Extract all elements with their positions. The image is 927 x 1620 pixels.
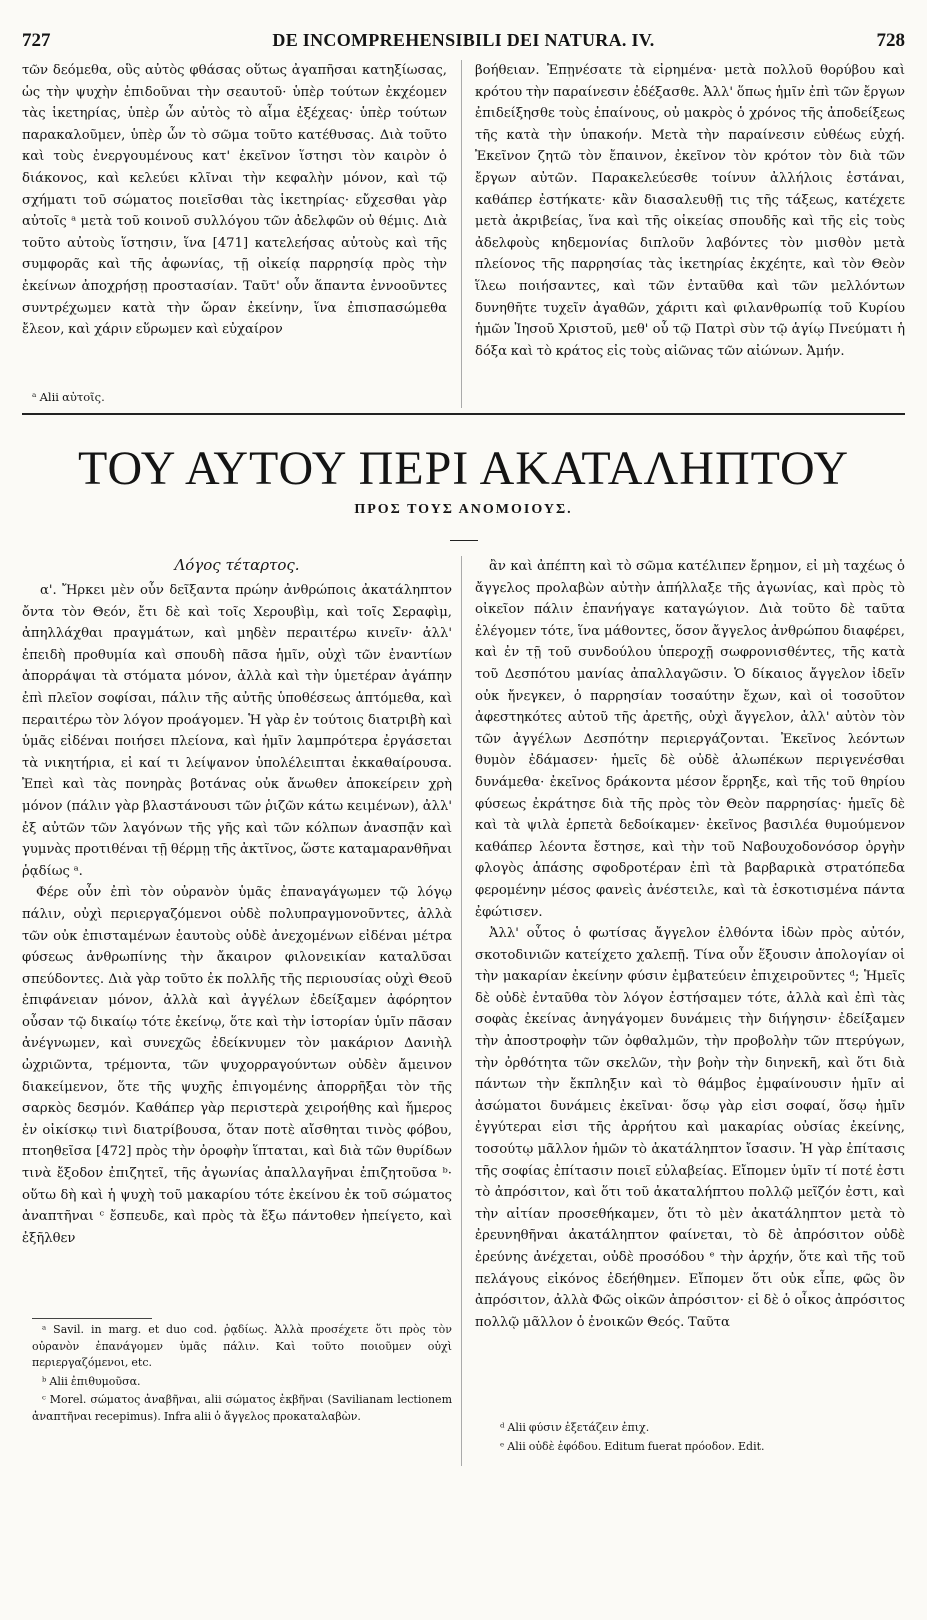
column-divider-top	[461, 60, 462, 408]
top-left-footnote: ᵃ Alii αὐτοῖς.	[32, 390, 105, 404]
main-right-paragraph: Ἀλλ' οὗτος ὁ φωτίσας ἄγγελον ἐλθόντα ἰδὼν πρὸς αὐτόν, σκοτοδινιῶν κατείχετο χαλεπῇ. Τίνα οὖν ἕξουσιν ἀπολογίαν οἱ τὴν μακαρίαν ἐκείνην φύσιν ἐμβατεύειν ἐπιχειροῦντες ᵈ; Ἡμεῖς δὲ οὐδὲ ἐνταῦθα τὸν λόγον ἐστήσαμεν τότε, ἀλλὰ καὶ ἐπὶ τὰς σοφὰς ἐκείνας ἀνηγάγομεν δυνάμεις τὴν διήγησιν· ἐδείξαμεν τὴν ἀποστροφὴν τῶν ὀφθαλμῶν, τὴν προβολὴν τῶν πτερύγων, τὴν ὀρθότητα τῶν σκελῶν, τὴν βοὴν τὴν διηνεκῆ, καὶ ὅτι διὰ πάντων τὴν ἔκπληξιν καὶ τὸ θάμβος ἐμφαίνουσιν ἡμῖν αἱ ἀσώματοι δυνάμεις ἐκεῖναι· ὅσῳ γὰρ εἰσι σοφαί, ὅσῳ ἡμῖν ἐγγύτεραι εἰσι τῆς ἀρρήτου καὶ μακαρίας οὐσίας ἐκείνης, τοσούτῳ μᾶλλον ἡμῶν τὸ ἀκατάληπτον ἴσασιν. Ἡ γὰρ ἐπίτασις τῆς σοφίας ἐπίτασιν ποιεῖ εὐλαβείας. Εἴπομεν ὑμῖν τί ποτέ ἐστι τὸ ἀπρόσιτον, καὶ ὅτι τοῦ ἀκαταλήπτου πολλῷ μεῖζόν ἐστι, καὶ τὴν αἰτίαν προσεθήκαμεν, ὅτι τὸ μὲν ἀκατάληπτον μετὰ τὸ ἐρευνηθῆναι ἀκατάληπτον φαίνεται, τὸ δὲ ἀπρόσιτον οὐδὲ ἐρεύνης ἀνέχεται, οὐδὲ προσόδου ᵉ τὴν ἀρχήν, ὅτε καὶ τῆς τοῦ πελάγους εἰκόνος ἐδεήθημεν. Εἴπομεν ὅτι οὐκ εἶπε, φῶς ὂν ἀπρόσιτον, ἀλλὰ Φῶς οἰκῶν ἀπρόσιτον· εἰ δὲ ὁ οἶκος ἀπρόσιτος πολλῷ μᾶλλον ὁ ἐνοικῶν Θεός. Ταῦτα	[475, 926, 905, 1330]
column-divider-main	[461, 556, 462, 1466]
main-right-column	[475, 556, 905, 1616]
footnote: ᵈ Alii φύσιν ἐξετάζειν ἐπιχ.	[500, 1421, 650, 1434]
top-left-paragraph: τῶν δεόμεθα, οὓς αὐτὸς φθάσας οὕτως ἀγαπῆσαι κατηξίωσας, ὡς τὴν ψυχὴν ἐπιδοῦναι τὴν σεαυτοῦ· ὑπὲρ τούτων ἐκχέομεν τὰς ἱκετηρίας, ὑπὲρ ὧν αὐτὸς τὸ αἷμα ἐξέχεας· ὑπὲρ τούτων παρακαλοῦμεν, ὑπὲρ ὧν τὸ σῶμα τοῦτο κατέθυσας. Διὰ τοῦτο καὶ τοὺς ἐνεργουμένους κατ' ἐκεῖνον ἵστησι τὸν καιρὸν ὁ διάκονος, καὶ κελεύει κλῖναι τὴν κεφαλὴν μόνον, καὶ τῷ σχήματι τοῦ σώματος ποιεῖσθαι τὰς ἱκετηρίας· εὔχεσθαι γὰρ αὐτοῖς ᵃ μετὰ τοῦ κοινοῦ συλλόγου τῶν ἀδελφῶν οὐ θέμις. Διὰ τοῦτο αὐτοὺς ἵστησιν, ἵνα [471] κατελεήσας αὐτοὺς καὶ τῆς συμφορᾶς καὶ τῆς ἀφωνίας, τῇ οἰκείᾳ παρρησίᾳ πρὸς τὴν ἐκείνων ἀποχρήσῃ προστασίαν. Ταῦτ' οὖν ἅπαντα ἐννοοῦντες συντρέχωμεν κατὰ τὴν ὥραν ἐκείνην, ἵνα ἐπισπασώμεθα ἔλεον, καὶ χάριν εὕρωμεν καὶ εὐχαίρον	[22, 63, 447, 338]
main-left-paragraph: Φέρε οὖν ἐπὶ τὸν οὐρανὸν ὑμᾶς ἐπαναγάγωμεν τῷ λόγῳ πάλιν, οὐχὶ περιεργαζόμενοι οὐδὲ πολυπραγμονοῦντες, ἀλλὰ τῶν οὐκ ἐπισταμένων ἑαυτοὺς οὐδὲ ἀνεχομένων εἰδέναι μέτρα φύσεως ἀνθρωπίνης τὴν ἄκαιρον φιλονεικίαν καταλῦσαι σπεύδοντες. Διὰ γὰρ τοῦτο ἐκ πολλῆς τῆς περιουσίας οὐχὶ Θεοῦ ἐπιφάνειαν μόνον, ἀλλὰ καὶ ἀγγέλων ἐδείξαμεν ἀφόρητον οὖσαν τῷ δικαίῳ τότε ἐκείνῳ, ὅτε καὶ τὴν ἱστορίαν ὑμῖν πᾶσαν ἀνέγνωμεν, καὶ συνεχῶς ἐδείκνυμεν τὸν μακάριον Δανιὴλ ὠχριῶντα, τρέμοντα, τῶν ψυχορραγούντων οὐδὲν ἄμεινον διακείμενον, ὅτε τῆς ψυχῆς ἐπιγομένης ἀπορρῆξαι τὸν τῆς σαρκὸς δεσμόν. Καθάπερ γὰρ περιστερὰ χειροήθης καὶ ἥμερος ἐν οἰκίσκῳ τινὶ διατρίβουσα, ὅταν ποτὲ αἴσθηται τινὸς φόβου, πτοηθεῖσα [472] πρὸς τὴν ὀροφὴν ἵπταται, καὶ διὰ τῶν θυρίδων τινὰ ἔξοδον ἐπιζητεῖ, τῆς ἀγωνίας ἀπαλλαγῆναι ἐπιζητοῦσα ᵇ· οὕτω δὴ καὶ ἡ ψυχὴ τοῦ μακαρίου τότε ἐκείνου ἐκ τοῦ σώματος ἀναπτῆναι ᶜ ἔσπευδε, καὶ πρὸς τὰ ἔξω πάντοθεν ἠπείγετο, καὶ ἐξῆλθεν	[22, 885, 452, 1246]
top-right-column	[475, 60, 905, 408]
main-right-paragraph: ἂν καὶ ἀπέπτη καὶ τὸ σῶμα κατέλιπεν ἔρημον, εἰ μὴ ταχέως ὁ ἄγγελος προλαβὼν αὐτὴν ἀπήλλαξε τῆς ἀγωνίας, καὶ πρὸς τὸ οἰκεῖον πάλιν ἐπανήγαγε καταγώγιον. Διὰ τοῦτο δὲ ταῦτα ἐλέγομεν τότε, ἵνα μάθοντες, ὅσον ἄγγελος ἀνθρώπου διαφέρει, καὶ ἐν τῇ τοῦ συνδούλου ὑπεροχῇ σωφρονισθέντες, τῆς κατὰ τοῦ Δεσπότου μανίας ἀπαλλαγῶσιν. Ὁ δίκαιος ἄγγελον ἰδεῖν οὐκ ἤνεγκεν, ὁ παρρησίαν τοσαύτην ἔχων, καὶ οἱ τοσοῦτον ἀφεστηκότες αὐτοῦ τῆς ἀρετῆς, οὐχὶ ἄγγελον, ἀλλ' αὐτὸν τὸν τῶν ἀγγέλων Δεσπότην περιεργάζονται. Ἐκεῖνος λεόντων θυμὸν ἐδάμασεν· ἡμεῖς δὲ οὐδὲ ἀλωπέκων περιγενέσθαι δυνάμεθα· ἐκεῖνος δράκοντα μέσον ἔρρηξε, καὶ τῆς τοῦ θηρίου φύσεως ἐκράτησε διὰ τῆς πρὸς τὸν Θεὸν παρρησίας· ἡμεῖς δὲ καὶ τὰ ψιλὰ ἑρπετὰ δεδοίκαμεν· ἐκεῖνος βασιλέα θυμούμενον καθάπερ λέοντα ἔστησε, καὶ τὴν τοῦ Ναβουχοδονόσορ ὀργὴν φλογὸς ἁπάσης σφοδροτέραν ἐπὶ τὰ βαρβαρικὰ στρατόπεδα φερομένην μέσος φανεὶς ἀνέστειλε, καὶ τὰ ἐσκοτισμένα πάντα ἐφώτισεν.	[475, 559, 905, 920]
page-header	[22, 30, 905, 54]
page-number-left: 727	[22, 30, 51, 51]
page-number-right: 728	[876, 30, 905, 51]
section-rule	[22, 413, 905, 415]
footnote: ᵇ Alii ἐπιθυμοῦσα.	[42, 1374, 141, 1388]
top-right-paragraph: βοήθειαν. Ἐπῃνέσατε τὰ εἰρημένα· μετὰ πολλοῦ θορύβου καὶ κρότου τὴν παραίνεσιν ἐδέξασθε. Ἀλλ' ὅπως ἡμῖν ἐπὶ τῶν ἔργων ἐπιδείξησθε τοὺς ἐπαίνους, οὐ μακρὸς ὁ χρόνος τῆς ἀποδείξεως τῆς κατὰ τὴν ὑπακοήν. Μετὰ τὴν παραίνεσιν εὐθέως εὐχή. Ἐκεῖνον ζητῶ τὸν ἔπαινον, ἐκεῖνον τὸν κρότον τὸν διὰ τῶν ἔργων αὐτῶν. Παρακελεύεσθε τοίνυν ἀλλήλοις ἑστάναι, καθάπερ ἐστήκατε· κἂν διασαλευθῇ τις τῆς τάξεως, κατέχετε μετὰ ἀκριβείας, ἵνα καὶ τῆς οἰκείας σπουδῆς καὶ τῆς εἰς τοὺς ἀδελφοὺς κηδεμονίας διπλοῦν λαβόντες τὸν μισθὸν μετὰ πλείονος τῆς παρρησίας τὰς ἱκετηρίας ἐκχέητε, καὶ τὸν Θεὸν ἵλεω ποιήσαντες, καὶ τῶν ἐνταῦθα καὶ τῶν μελλόντων δυνηθῆτε τυχεῖν ἀγαθῶν, χάριτι καὶ φιλανθρωπίᾳ τοῦ Κυρίου ἡμῶν Ἰησοῦ Χριστοῦ, μεθ' οὗ τῷ Πατρὶ σὺν τῷ ἁγίῳ Πνεύματι ἡ δόξα καὶ τὸ κράτος εἰς τοὺς αἰῶνας τῶν αἰώνων. Ἀμήν.	[475, 63, 905, 359]
title-underline	[450, 540, 478, 541]
footnote: ᶜ Morel. σώματος ἀναβῆναι, alii σώματος ἐκβῆναι (Savilianam lectionem ἀναπτῆναι recepimus). Infra alii ὁ ἄγγελος προκαταλαβὼν.	[32, 1393, 452, 1423]
main-left-paragraph: α'. Ἤρκει μὲν οὖν δεῖξαντα πρώην ἀνθρώποις ἀκατάληπτον ὄντα τὸν Θεόν, ἔτι δὲ καὶ τοῖς Χερουβὶμ, καὶ τοῖς Σεραφὶμ, ἀπηλλάχθαι πραγμάτων, καὶ μηδὲν περαιτέρω κινεῖν· ἀλλ' ἐπειδὴ προθυμία καὶ σπουδὴ πᾶσα ἡμῖν, οὐχὶ τῶν ἐναντίων ἀπορράψαι τὰ στόματα μόνον, ἀλλὰ καὶ τὴν ὑμετέραν ἀγάπην ἐπὶ πλεῖον σοφίσαι, πάλιν τῆς αὐτῆς ὑποθέσεως ἁπτόμεθα, καὶ περαιτέρω τὸν λόγον προάγομεν. Ἡ γὰρ ἐν τούτοις διατριβὴ καὶ ὑμᾶς εἰδέναι ποιήσει πλείονα, καὶ ἡμῖν λαμπρότερα ἐργάσεται τὰ νικητήρια, εἰ καί τι λείψανον ὑπολέλειπται ἐκκαθαίρουσα. Ἐπεὶ καὶ τὰς πονηρὰς βοτάνας οὐκ ἄνωθεν ἀποκείρειν χρὴ μόνον (πάλιν γὰρ βλαστάνουσι τῶν ῥιζῶν κάτω κειμένων), ἀλλ' ἐξ αὐτῶν τῶν λαγόνων τῆς γῆς καὶ τῶν κόλπων ἀνασπᾷν καὶ γυμνὰς προτιθέναι τῇ θέρμῃ τῆς ἀκτῖνος, ὥστε καταμαρανθῆναι ῥᾳδίως ᵃ.	[22, 583, 452, 879]
main-left-column	[22, 580, 452, 1620]
footnotes-right	[490, 1420, 900, 1457]
homily-subtitle: ΠΡΟΣ ΤΟΥΣ ΑΝΟΜΟΙΟΥΣ.	[354, 502, 573, 517]
footnote-rule	[32, 1318, 152, 1319]
footnote: ᵃ Savil. in marg. et duo cod. ῥᾳδίως. Ἀλλὰ προσέχετε ὅτι πρὸς τὸν οὐρανὸν ἐπανάγομεν ὑμᾶς πάλιν. Καὶ τοῦτο ποιοῦμεν οὐχὶ περιεργαζόμενοι, etc.	[32, 1323, 452, 1369]
top-left-column	[22, 60, 447, 348]
homily-title: ΤΟΥ ΑΥΤΟΥ ΠΕΡΙ ΑΚΑΤΑΛΗΠΤΟΥ	[77, 442, 849, 495]
discourse-heading: Λόγος τέταρτος.	[174, 556, 300, 574]
running-title: DE INCOMPREHENSIBILI DEI NATURA. IV.	[272, 30, 655, 50]
footnotes-left	[32, 1322, 452, 1427]
footnote: ᵉ Alii οὐδὲ ἐφόδου. Editum fuerat πρόοδον. Edit.	[500, 1439, 765, 1453]
